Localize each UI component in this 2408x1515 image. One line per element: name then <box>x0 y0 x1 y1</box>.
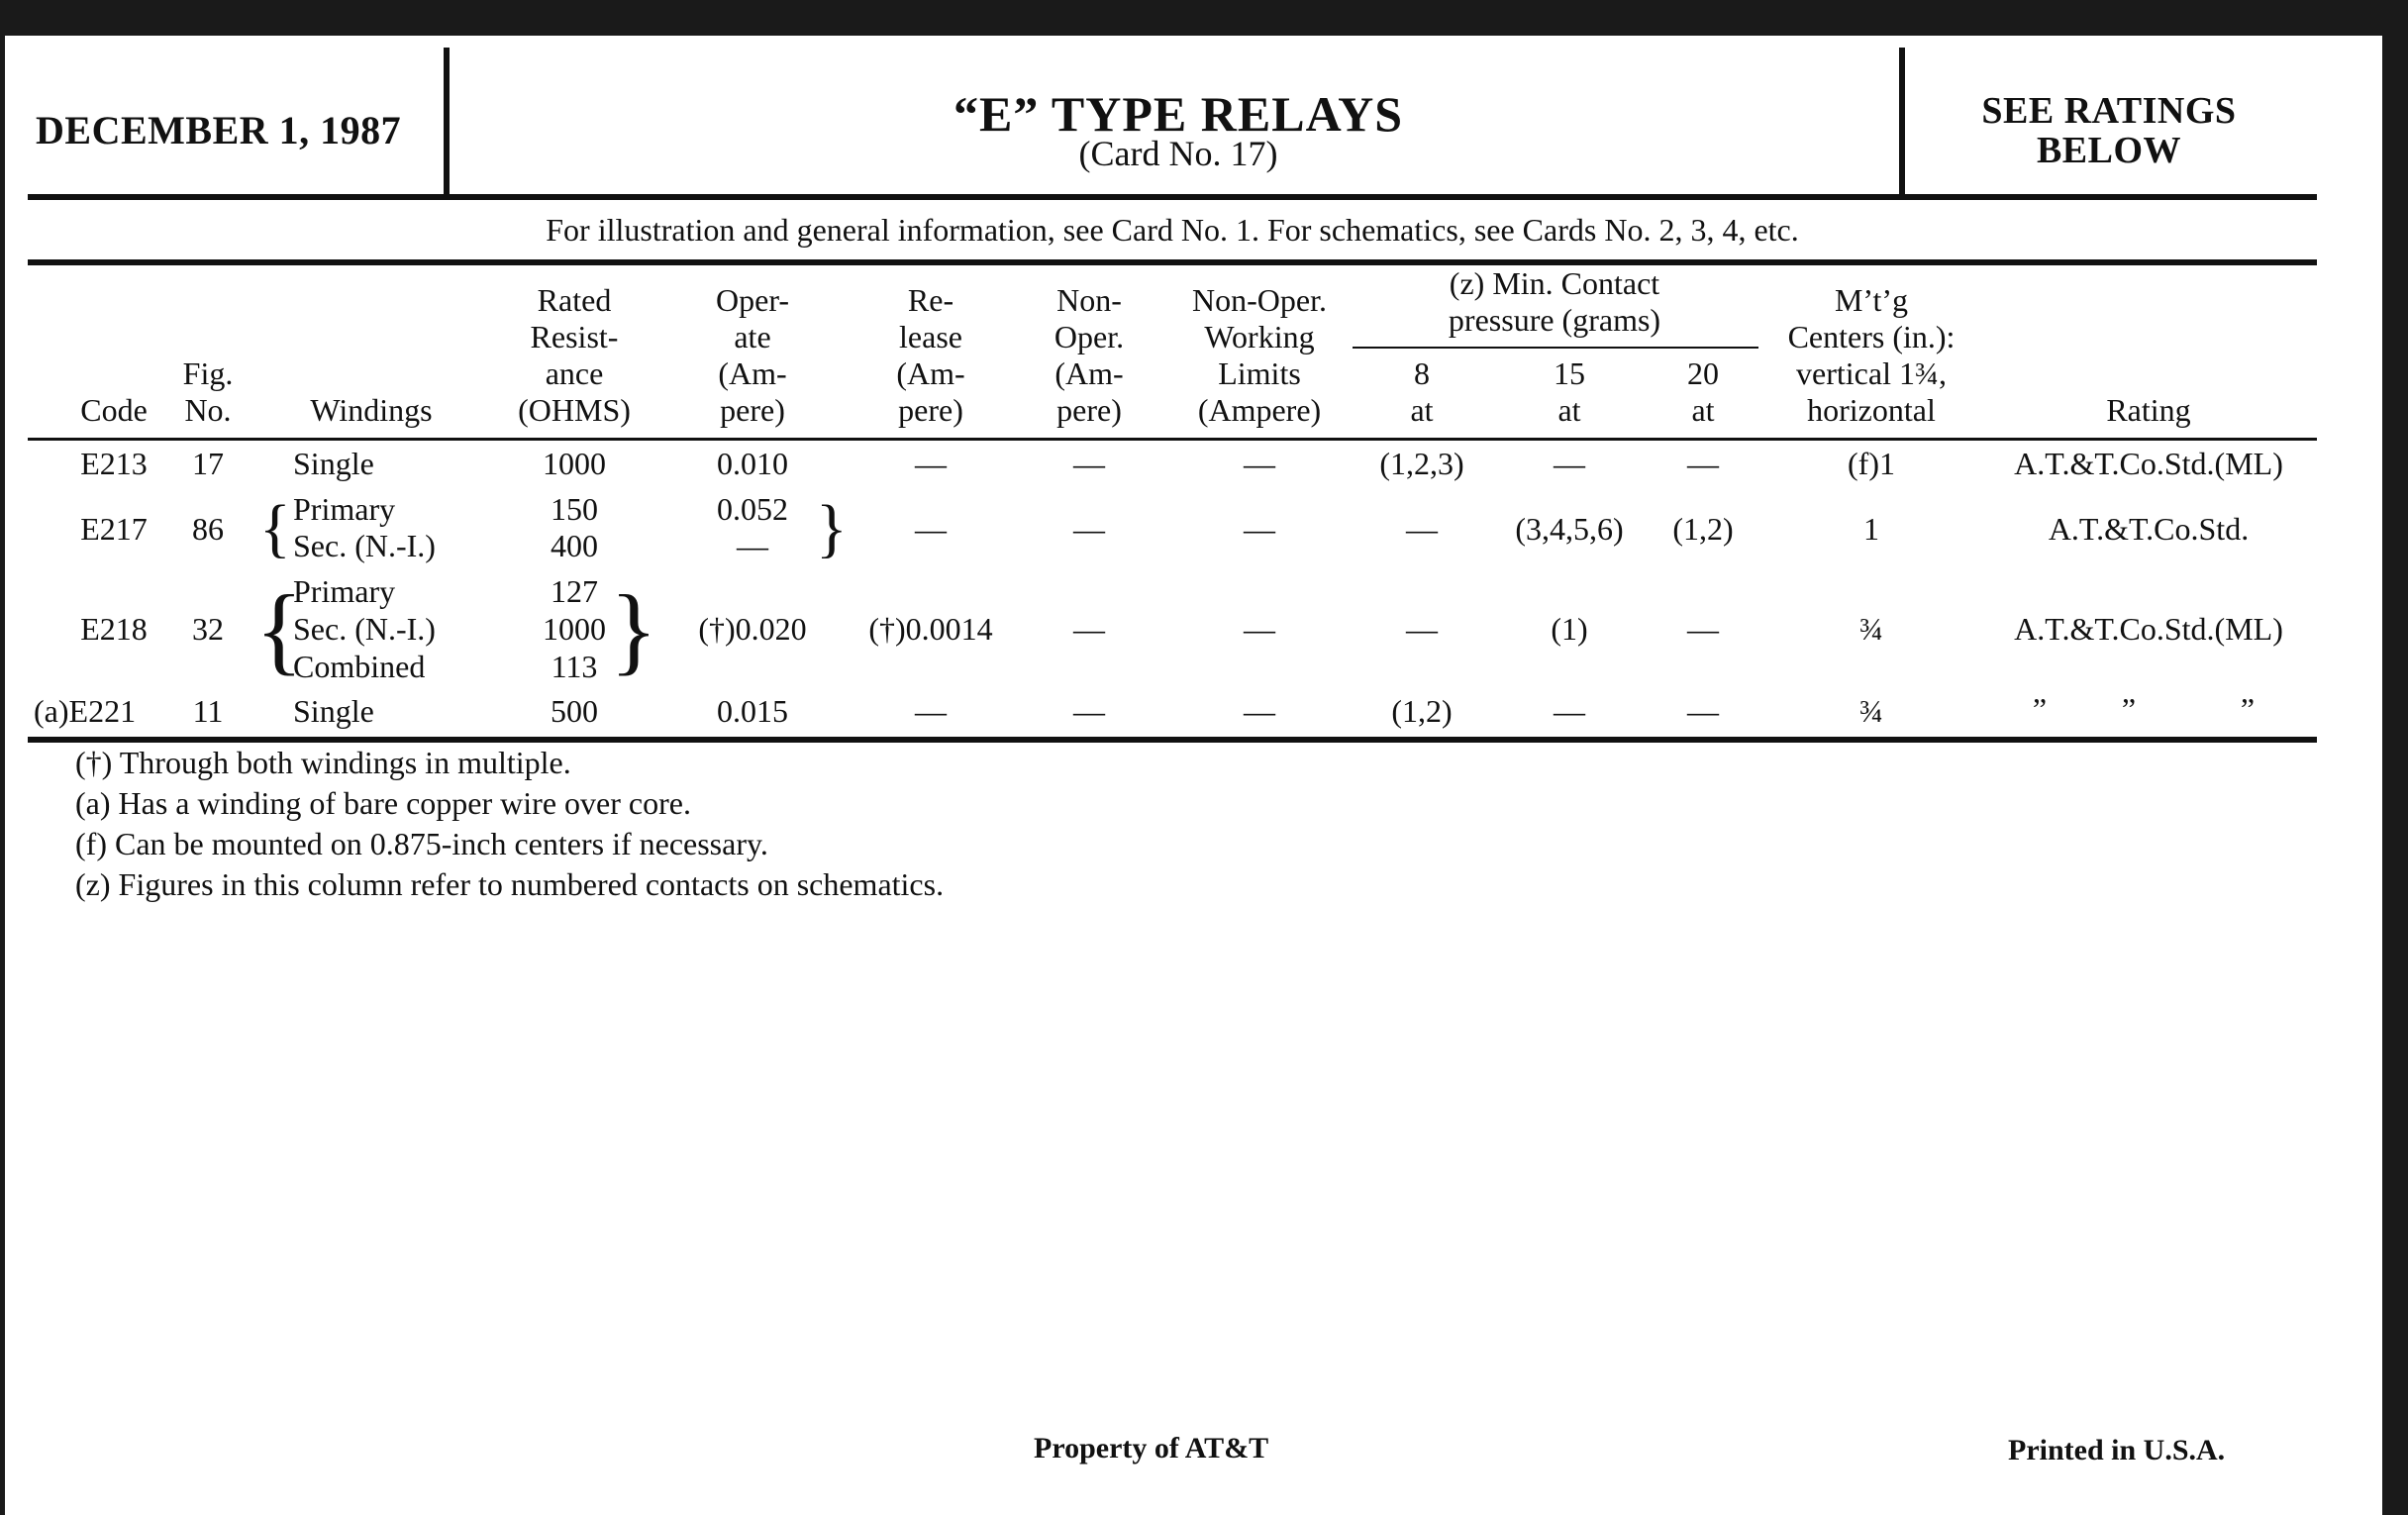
cell-p20: — <box>1687 446 1719 481</box>
col-header-pressure-group: (z) Min. Contact pressure (grams) <box>1448 265 1661 338</box>
cell-rating: A.T.&T.Co.Std.(ML) <box>2014 611 2283 647</box>
footnote: (a) Has a winding of bare copper wire over core. <box>75 785 691 821</box>
col-header-p15: 15 at <box>1554 355 1585 428</box>
cell-p15: — <box>1554 693 1585 729</box>
card-title: “E” TYPE RELAYS <box>953 86 1404 142</box>
col-header-nonoper: Non- Oper. (Am- pere) <box>1054 282 1125 428</box>
col-header-rating: Rating <box>2106 392 2191 428</box>
windings-brace: { <box>259 492 291 564</box>
header-divider-right <box>1899 48 1905 194</box>
cell-fig: 11 <box>192 693 224 729</box>
footnote: (f) Can be mounted on 0.875-inch centers if necessary. <box>75 826 768 861</box>
cell-windings: Sec. (N.-I.) <box>293 528 436 563</box>
cell-rating: A.T.&T.Co.Std.(ML) <box>2014 446 2283 481</box>
windings-brace: { <box>255 574 303 684</box>
cell-p8: (1,2) <box>1391 693 1453 729</box>
cell-resistance: 400 <box>551 528 598 563</box>
resistance-brace: } <box>610 574 657 684</box>
cell-working-limits: — <box>1244 611 1275 647</box>
cell-p20: — <box>1687 611 1719 647</box>
cell-windings: Primary <box>293 573 396 609</box>
scan-border-left <box>0 0 5 1515</box>
ratings-note: SEE RATINGS BELOW <box>1981 90 2237 171</box>
cell-nonoper: — <box>1073 611 1105 647</box>
cell-windings: Single <box>293 693 374 729</box>
col-header-code: Code <box>80 392 148 428</box>
col-header-resistance: Rated Resist- ance (OHMS) <box>518 282 631 428</box>
scan-border-top <box>0 0 2408 36</box>
cell-operate: — <box>737 528 768 563</box>
cell-working-limits: — <box>1244 446 1275 481</box>
cell-p8: (1,2,3) <box>1379 446 1464 481</box>
card-subtitle: (Card No. 17) <box>1078 134 1278 173</box>
cell-code: E217 <box>80 511 148 547</box>
cell-fig: 17 <box>192 446 224 481</box>
col-header-working-limits: Non-Oper. Working Limits (Ampere) <box>1192 282 1327 428</box>
scan-border-right <box>2382 0 2408 1515</box>
operate-brace: } <box>816 492 848 564</box>
header-divider-left <box>444 48 450 194</box>
col-header-fig: Fig. No. <box>182 355 234 428</box>
cell-p20: (1,2) <box>1672 511 1734 547</box>
cell-resistance: 1000 <box>543 446 606 481</box>
cell-code: E213 <box>80 446 148 481</box>
cell-p8: — <box>1406 511 1438 547</box>
col-header-mounting: M’t’g Centers (in.): vertical 1¾, horizontal <box>1787 282 1956 428</box>
property-footer: Property of AT&T <box>1034 1432 1269 1464</box>
cell-resistance: 500 <box>551 693 598 729</box>
general-info-line: For illustration and general information, see Card No. 1. For schematics, see Cards No. 2, 3, 4, etc. <box>546 212 1799 248</box>
col-header-p8: 8 at <box>1410 355 1434 428</box>
cell-operate: 0.052 <box>717 491 788 527</box>
footnote: (z) Figures in this column refer to numbered contacts on schematics. <box>75 866 945 902</box>
printed-footer: Printed in U.S.A. <box>2008 1434 2226 1466</box>
cell-rating-ditto: ” <box>2240 691 2256 727</box>
footnote: (†) Through both windings in multiple. <box>75 745 571 780</box>
cell-working-limits: — <box>1244 693 1275 729</box>
cell-release: — <box>915 446 947 481</box>
cell-fig: 86 <box>192 511 224 547</box>
card-date: DECEMBER 1, 1987 <box>36 108 402 152</box>
cell-resistance: 150 <box>551 491 598 527</box>
cell-operate: 0.010 <box>717 446 788 481</box>
cell-resistance: 1000 <box>543 611 606 647</box>
cell-resistance: 113 <box>551 649 598 684</box>
cell-nonoper: — <box>1073 693 1105 729</box>
cell-working-limits: — <box>1244 511 1275 547</box>
cell-p8: — <box>1406 611 1438 647</box>
col-header-p20: 20 at <box>1687 355 1719 428</box>
cell-rating: A.T.&T.Co.Std. <box>2048 511 2250 547</box>
cell-windings: Sec. (N.-I.) <box>293 611 436 647</box>
header-rule <box>28 194 2317 200</box>
col-header-windings: Windings <box>310 392 433 428</box>
cell-windings: Combined <box>293 649 426 684</box>
cell-release: — <box>915 693 947 729</box>
cell-nonoper: — <box>1073 511 1105 547</box>
cell-rating-ditto: ” <box>2032 691 2048 727</box>
table-bottom-rule <box>28 737 2317 743</box>
table-top-rule <box>28 259 2317 265</box>
pressure-group-rule <box>1353 347 1758 349</box>
cell-fig: 32 <box>192 611 224 647</box>
cell-operate: (†)0.020 <box>698 611 807 647</box>
cell-windings: Single <box>293 446 374 481</box>
cell-p15: — <box>1554 446 1585 481</box>
col-header-operate: Oper- ate (Am- pere) <box>716 282 789 428</box>
cell-mounting: ¾ <box>1859 611 1883 647</box>
cell-release: — <box>915 511 947 547</box>
cell-resistance: 127 <box>551 573 598 609</box>
header-bottom-rule <box>28 438 2317 441</box>
col-header-release: Re- lease (Am- pere) <box>896 282 965 428</box>
cell-p15: (1) <box>1551 611 1588 647</box>
cell-mounting: ¾ <box>1859 693 1883 729</box>
cell-rating-ditto: ” <box>2121 691 2137 727</box>
cell-operate: 0.015 <box>717 693 788 729</box>
cell-windings: Primary <box>293 491 396 527</box>
cell-mounting: 1 <box>1863 511 1879 547</box>
cell-code: (a)E221 <box>34 693 137 729</box>
cell-nonoper: — <box>1073 446 1105 481</box>
cell-p15: (3,4,5,6) <box>1515 511 1624 547</box>
cell-release: (†)0.0014 <box>868 611 993 647</box>
cell-mounting: (f)1 <box>1848 446 1895 481</box>
cell-p20: — <box>1687 693 1719 729</box>
cell-code: E218 <box>80 611 148 647</box>
